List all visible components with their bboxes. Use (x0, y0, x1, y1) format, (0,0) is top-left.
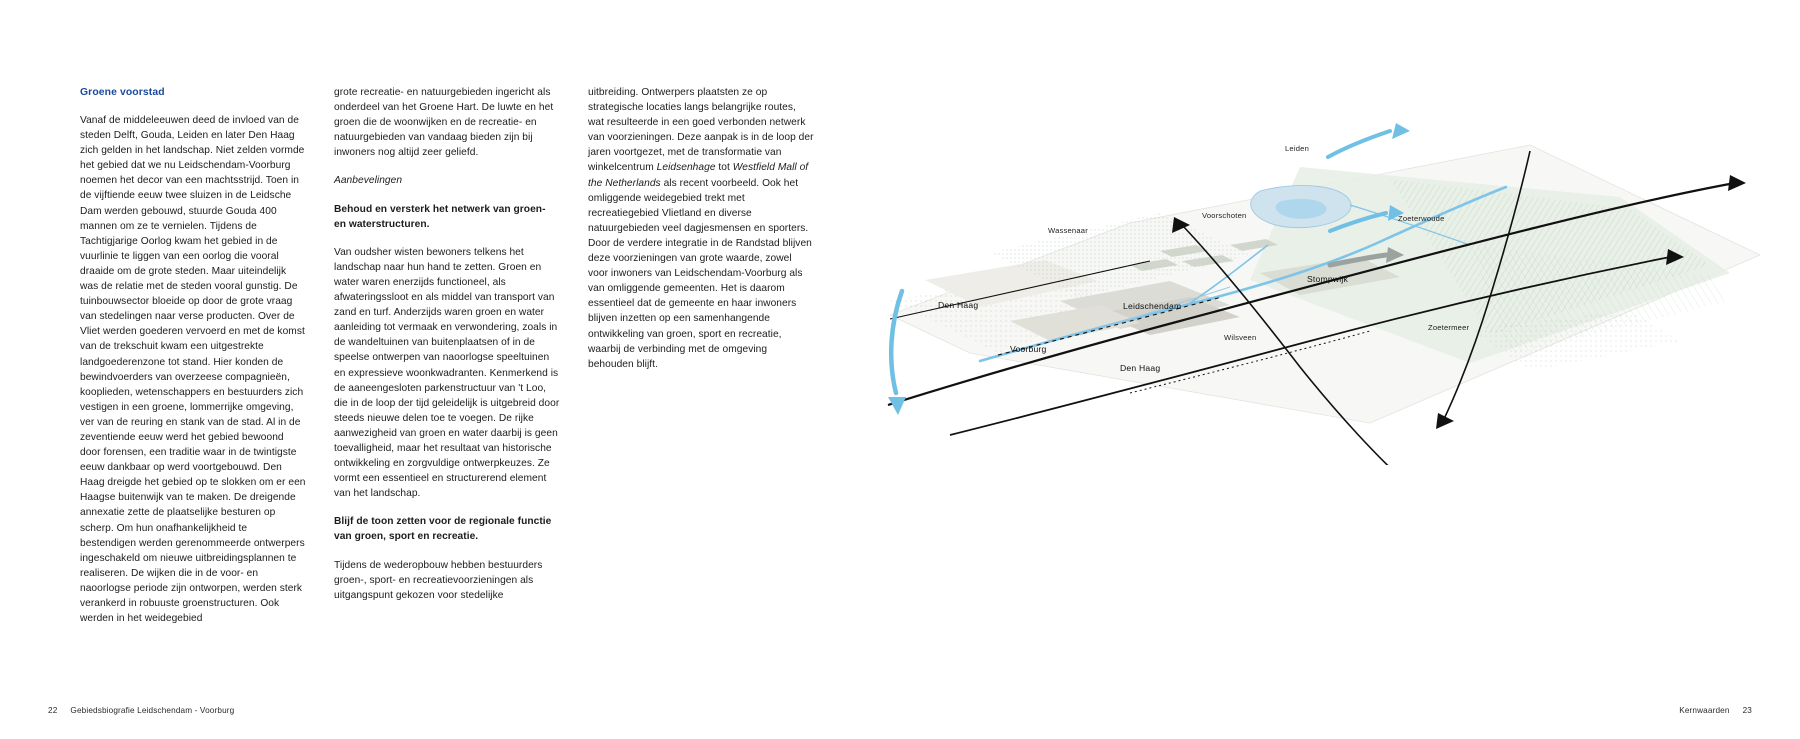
map-label-wilsveen: Wilsveen (1224, 333, 1257, 342)
column-3-text-pre: uitbreiding. Ontwerpers plaatsten ze op strategische locaties langs belangrijke routes, wat resulteerde in een goed verbonden netwerk van voorzieningen. Deze aanpak is in de loop der jaren voortgezet, met de transformatie van winkelcentrum (588, 87, 814, 174)
map-label-leiden: Leiden (1285, 144, 1310, 153)
column-3-text-mid: tot (715, 162, 733, 174)
section-title: Groene voorstad (80, 87, 165, 98)
column-3-text-post: als recent voorbeeld. Ook het omliggende weidegebied trekt met recreatiegebied Vlietland en diverse natuurgebieden veel dagjesmensen en sporters. Door de verdere integratie in de Randstad blijven deze voorzieningen van grote waarde, zowel voor inwoners van Leidschendam-Voorburg als van omliggende gemeenten. Het is daarom essentieel dat de gemeente en haar inwoners blijven inzetten op een samenhangende ontwikkeling van groen, sport en recreatie, waarbij de verbinding met de omgeving behouden blijft. (588, 177, 812, 370)
footer-left (48, 706, 234, 715)
map-label-den-haag-top: Den Haag (938, 300, 979, 310)
map-svg (830, 105, 1770, 465)
recommendation-2-title: Blijf de toon zetten voor de regionale functie van groen, sport en recreatie. (334, 516, 552, 543)
column-1-paragraph: Vanaf de middeleeuwen deed de invloed van de steden Delft, Gouda, Leiden en later Den Haag zich gelden in het landschap. Niet zelden vormde het gebied dat we nu Leidschendam-Voorburg noemen het decor van een machtsstrijd. Toen in de vijftiende eeuw twee sluizen in de Leidsche Dam werden gebouwd, stuurde Gouda 400 mannen om ze te vernielen. Tijdens de Tachtigjarige Oorlog kwam het gebied in de vuurlinie te liggen van een oorlog die vooral draaide om de grote steden. Maar uiteindelijk was de relatie met de steden vooral gunstig. De tuinbouwsector bloeide op door de grote vraag van stedelingen naar verse producten. Over de Vliet werden goederen vervoerd en met de komst van de trekschuit kwam een uitgestrekte landgoederenzone tot stand. Hier konden de bewindvoerders van overzeese compagnieën, kooplieden, wetenschappers en bestuurders zich vestigen in een groene, lommerrijke omgeving, ver van de reuring en stank van de stad. Al in de zeventiende eeuw werd het gebied bewoond door forensen, een traditie waar in de twintigste eeuw dankbaar op werd voortgebouwd. Den Haag dreigde het gebied op te slokken om er een Haagse buitenwijk van te maken. De dreigende annexatie zette de plaatselijke besturen op scherp. Om hun onafhankelijkheid te bestendigen werden gerenommeerde ontwerpers ingeschakeld om nieuwe uitbreidingsplannen te realiseren. De wijken die in de voor- en naoorlogse periode zijn ontworpen, werden sterk verankerd in robuuste groenstructuren. Ook werden in het weidegebied (80, 115, 306, 625)
isometric-map (830, 105, 1770, 465)
column-2-continuation: grote recreatie- en natuurgebieden ingericht als onderdeel van het Groene Hart. De luwte en het groen die de woonwijken en de recreatie- en natuurgebieden van vandaag bieden zijn bij inwoners nog altijd zeer geliefd. (334, 87, 554, 159)
footer-right (1679, 706, 1752, 715)
map-label-den-haag-bottom: Den Haag (1120, 363, 1161, 373)
page-number-left: 22 (48, 706, 58, 715)
italic-westfield-mall: Westfield Mall of the Netherlands (588, 162, 809, 189)
map-label-voorburg: Voorburg (1010, 344, 1047, 354)
recommendation-1-title: Behoud en versterk het netwerk van groen- en waterstructuren. (334, 203, 546, 230)
recommendations-label: Aanbevelingen (334, 175, 403, 187)
column-2 (334, 85, 560, 626)
footer-title-left: Gebiedsbiografie Leidschendam - Voorburg (70, 706, 235, 715)
map-label-zoetermeer: Zoetermeer (1428, 323, 1470, 332)
map-label-leidschendam: Leidschendam (1123, 301, 1182, 311)
map-label-voorschoten: Voorschoten (1202, 211, 1247, 220)
page-number-right: 23 (1742, 706, 1752, 715)
column-1 (80, 85, 306, 626)
map-label-zoeterwoude: Zoeterwoude (1398, 214, 1445, 223)
map-label-wassenaar: Wassenaar (1048, 226, 1088, 235)
map-base-plate (890, 145, 1760, 423)
column-3 (588, 85, 814, 626)
recommendation-2-body: Tijdens de wederopbouw hebben bestuurders groen-, sport- en recreatievoorzieningen als uitgangspunt gekozen voor stedelijke (334, 559, 543, 601)
map-label-stompwijk: Stompwijk (1307, 274, 1348, 284)
footer-title-right: Kernwaarden (1679, 706, 1730, 715)
column-3-paragraph (588, 85, 814, 372)
text-columns (80, 85, 815, 626)
recommendation-1-body: Van oudsher wisten bewoners telkens het landschap naar hun hand te zetten. Groen en water waren enerzijds functioneel, als afwateringssloot en als middel van transport van zand en turf. Anderzijds waren groen en water aanleiding tot vermaak en verwondering, zoals in de wandeltuinen van buitenplaatsen of in de speelse ontwerpen van naoorlogse speeltuinen en expressieve woonkwadranten. Kenmerkend is de aaneengesloten parkenstructuur van 't Loo, die in de loop der tijd geleidelijk is uitgebreid door steeds nieuwe delen toe te voegen. De rijke aanwezigheid van groen en water daarbij is geen toevalligheid, maar het resultaat van historische ontwikkeling en zorgvuldige ontwerpkeuzes. Ze vormt een essentieel en structurerend element van het landschap. (334, 246, 560, 500)
italic-leidsenhage: Leidsenhage (656, 162, 716, 174)
